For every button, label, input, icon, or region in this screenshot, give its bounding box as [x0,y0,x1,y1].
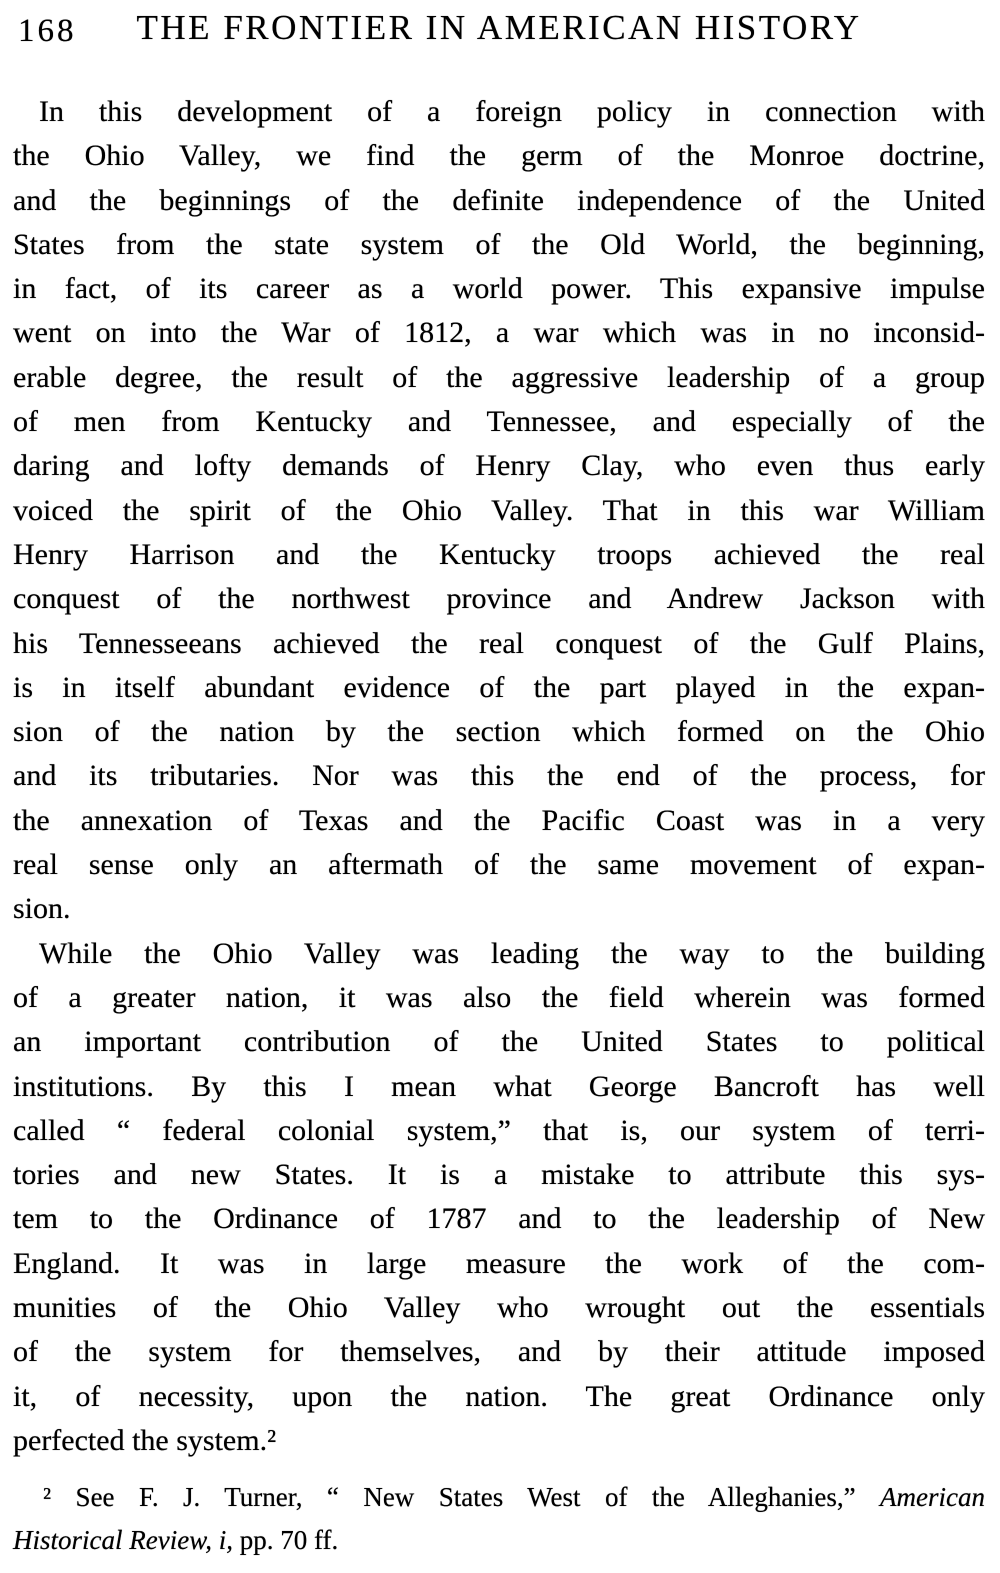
text-line: of the system for themselves, and by their attitude imposed [13,1335,985,1369]
text-line: went on into the War of 1812, a war which was in no inconsid- [13,316,985,350]
footnote-text: ² See F. J. Turner, “ New States West of the Alleghanies,” [43,1482,881,1512]
text-line: sion of the nation by the section which formed on the Ohio [13,715,985,749]
text-line: and the beginnings of the definite independence of the United [13,183,985,217]
footnote-line [13,1476,985,1519]
text-line: While the Ohio Valley was leading the way to the building [39,936,985,970]
page-header [13,8,985,54]
text-line: and its tributaries. Nor was this the end of the process, for [13,759,985,793]
running-title: THE FRONTIER IN AMERICAN HISTORY [136,8,862,47]
text-line: perfected the system.² [13,1423,277,1457]
text-line: erable degree, the result of the aggressive leadership of a group [13,360,985,394]
text-line: In this development of a foreign policy in connection with [39,95,985,128]
page-number: 168 [18,13,77,49]
footnote-citation-italic: American [880,1482,985,1512]
text-line: sion. [13,892,71,926]
text-line: voiced the spirit of the Ohio Valley. That in this war William [13,493,985,527]
text-line: it, of necessity, upon the nation. The great Ordinance only [13,1379,985,1413]
text-line: tories and new States. It is a mistake to attribute this sys- [13,1158,985,1192]
text-line: is in itself abundant evidence of the part played in the expan- [13,670,985,704]
text-line: daring and lofty demands of Henry Clay, who even thus early [13,449,985,483]
text-line: institutions. By this I mean what George Bancroft has well [13,1069,985,1103]
paragraph [13,90,985,932]
text-line: an important contribution of the United States to political [13,1025,985,1059]
text-line: conquest of the northwest province and Andrew Jackson with [13,582,985,616]
paragraph [13,932,985,1464]
text-line: England. It was in large measure the work of the com- [13,1246,985,1280]
body-text [13,90,985,1463]
text-line: the annexation of Texas and the Pacific Coast was in a very [13,803,985,837]
text-line: of men from Kentucky and Tennessee, and especially of the [13,405,985,439]
text-line: tem to the Ordinance of 1787 and to the leadership of New [13,1202,985,1236]
text-line: Henry Harrison and the Kentucky troops achieved the real [13,537,985,571]
text-line: called “ federal colonial system,” that is, our system of terri- [13,1113,985,1147]
text-line: real sense only an aftermath of the same movement of expan- [13,848,985,882]
text-line: munities of the Ohio Valley who wrought out the essentials [13,1291,985,1325]
footnote [13,1476,985,1562]
text-line: of a greater nation, it was also the field wherein was formed [13,980,985,1014]
text-line: the Ohio Valley, we find the germ of the Monroe doctrine, [13,139,985,173]
footnote-citation-italic: Historical Review, i, [13,1525,233,1555]
text-line: States from the state system of the Old World, the beginning, [13,227,985,261]
footnote-text: pp. 70 ff. [232,1525,339,1555]
text-line: his Tennesseeans achieved the real conquest of the Gulf Plains, [13,626,985,660]
footnote-line [13,1519,985,1562]
text-line: in fact, of its career as a world power. This expansive impulse [13,272,985,306]
